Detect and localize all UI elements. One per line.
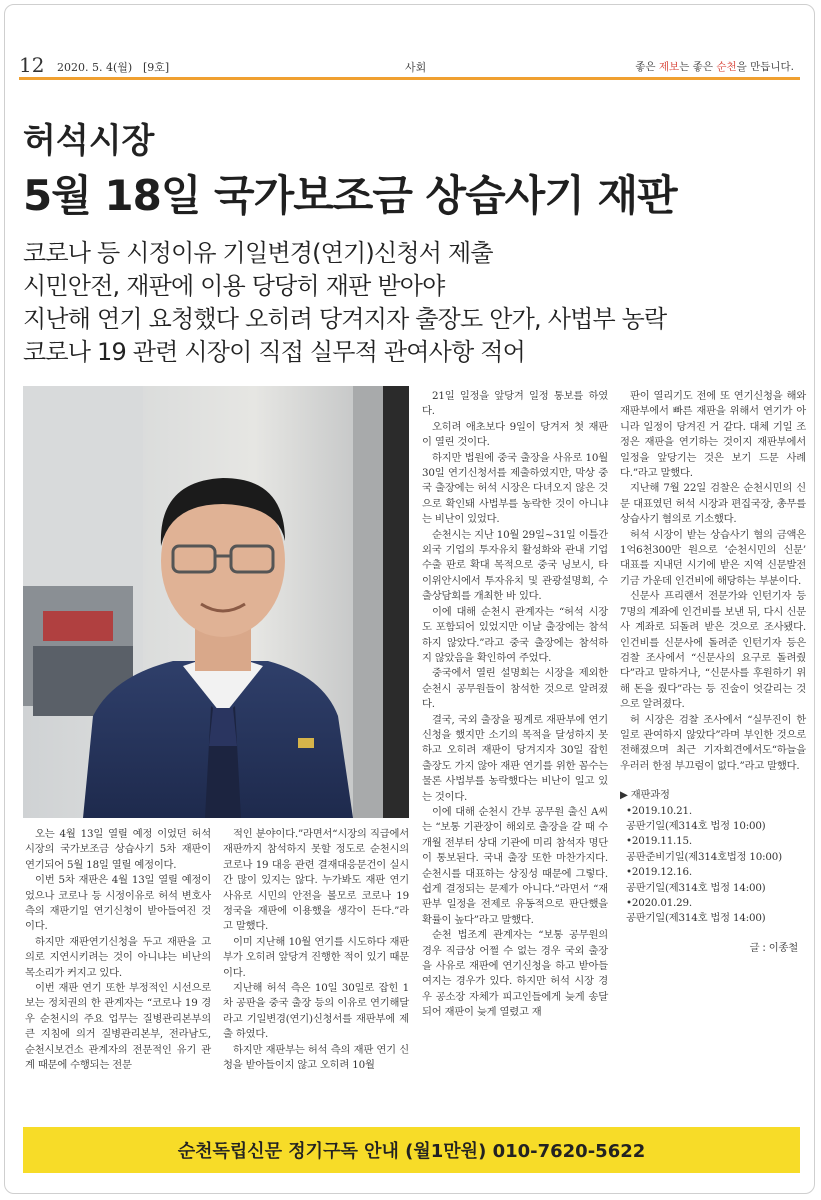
- trial-schedule: [620, 788, 806, 927]
- subheadlines: [23, 237, 666, 369]
- paragraph: 이미 지난해 10월 연기를 시도하다 재판부가 오히려 앞당겨 진행한 적이 있기 때문이다.: [223, 935, 409, 979]
- paragraph: 허 시장은 검찰 조사에서 “실무진이 한 일로 관여하지 않았다”라며 부인한 것으로 전해졌으며 최근 기자회견에서도“하늘을 우러러 한점 부끄럼이 없다.”라고 말했다.: [620, 713, 806, 772]
- paragraph: 순천 법조계 관계자는 “보통 공무원의 경우 직급상 어쩔 수 없는 경우 국외 출장을 사유로 재판에 연기신청을 하고 받아들여지는 경우가 있다. 하지만 허석 시장 경우 공소장 자체가 피고인들에게 늦게 송달되어 재판이 늦게 열렸고 재: [422, 929, 608, 1019]
- paragraph: 이번 5차 재판은 4월 13일 열릴 예정이었으나 코로나 등 시정이유로 허석 변호사측의 재판기일 연기신청이 받아들여진 것이다.: [25, 874, 211, 933]
- paragraph: 오히려 애초보다 9일이 당겨저 첫 재판이 열린 것이다.: [422, 420, 608, 449]
- paragraph: 적인 분야이다.”라면서“시장의 직급에서 재판까지 참석하지 못할 정도로 순천시의 코로나 19 대응 관련 결재대응문건이 실시간 많이 있지는 않다. 누가봐도 재판 연기 사유로 시민의 안전을 볼모로 코로나 19 정국을 재판에 이용했을 생각이 든다.”라고 말했다.: [223, 828, 409, 933]
- paragraph: 결국, 국외 출장을 핑계로 재판부에 연기신청을 했지만 소기의 목적을 달성하지 못하고 오히려 재판이 당겨지자 30일 잡힌 출장도 가지 않아 재판 연기를 위한 꼼수는 물론 사법부를 농락했다는 비난이 일고 있는 것이다.: [422, 713, 608, 803]
- subheadline: 시민안전, 재판에 이용 당당히 재판 받아야: [23, 272, 445, 300]
- byline: 글 : 이종철: [749, 941, 798, 954]
- paragraph: 21일 일정을 앞당겨 일정 통보를 하였다.: [422, 390, 608, 418]
- paragraph: 순천시는 지난 10월 29일~31일 이틀간 외국 기업의 투자유치 활성화와 관내 기업 수출 판로 확대 목적으로 중국 닝보시, 타이위안시에서 투자유치 및 관광설명회, 수출상담회를 개최한 바 있다.: [422, 528, 608, 603]
- schedule-title: ▶ 재판과정: [620, 789, 670, 802]
- header-divider: [19, 77, 800, 80]
- paragraph: 오는 4월 13일 열릴 예정 이었던 허석 시장의 국가보조금 상습사기 5차 재판이 연기되어 5월 18일 열릴 예정이다.: [25, 828, 211, 871]
- portrait-illustration: [23, 386, 409, 818]
- article-column-2: [223, 827, 409, 1074]
- article-kicker: 허석시장: [23, 121, 155, 161]
- page-number: 12: [19, 53, 45, 77]
- schedule-note: 공판기일(제314호 법정 14:00): [626, 912, 766, 925]
- issue-number: [9호]: [143, 61, 170, 74]
- section-name: 사회: [405, 61, 427, 74]
- paragraph: 이에 대해 순천시 관계자는 “허석 시장도 포함되어 있었지만 이날 출장에는 참석하지 않았다.”라고 중국 출장에는 참석하지 않았음을 확인하여 주었다.: [422, 605, 608, 664]
- subheadline: 지난해 연기 요청했다 오히려 당겨지자 출장도 안가, 사법부 농락: [23, 305, 667, 333]
- paragraph: 하지만 법원에 중국 출장을 사유로 10월 30일 연기신청서를 제출하였지만, 막상 중국 출장에는 허석 시장은 다녀오지 않은 것으로 확인돼 사법부를 농락한 것이 아니냐는 비난이 있었다.: [422, 451, 608, 526]
- newspaper-page: [4, 4, 815, 1194]
- schedule-date: •2019.12.16.: [626, 866, 692, 879]
- paragraph: 지난해 허석 측은 10일 30일로 잡힌 1차 공판을 중국 출장 등의 이유로 연기해달라고 기일변경(연기)신청서를 재판부에 제출 하였다.: [223, 982, 409, 1041]
- issue-date: 2020. 5. 4(월): [57, 61, 133, 74]
- schedule-note: 공판기일(제314호 법정 14:00): [626, 881, 766, 894]
- paragraph: 하지만 재판부는 허석 측의 재판 연기 신청을 받아들이지 않고 오히려 10월: [223, 1043, 409, 1072]
- article-column-1: [25, 827, 211, 1074]
- schedule-date: •2019.11.15.: [626, 835, 692, 848]
- article-headline: 5월 18일 국가보조금 상습사기 재판: [23, 171, 677, 220]
- schedule-date: •2020.01.29.: [626, 897, 692, 909]
- schedule-note: 공판기일(제314호 법정 10:00): [626, 819, 766, 832]
- article-column-3: [422, 389, 608, 1021]
- paragraph: 중국에서 열린 설명회는 시장을 제외한 순천시 공무원들이 참석한 것으로 알려졌다.: [422, 667, 608, 711]
- article-photo: [23, 386, 409, 818]
- subscription-banner: 순천독립신문 정기구독 안내 (월1만원) 010-7620-5622: [23, 1127, 800, 1173]
- paragraph: 판이 열리기도 전에 또 연기신청을 해와 재판부에서 빠른 재판을 위해서 연기가 아니라 일정이 당겨진 거 같다. 대체 기일 조정은 재판을 연기하는 것이지 재판부에서 일정을 앞당기는 것은 보기 드문 사례다.”라고 말했다.: [620, 390, 806, 480]
- paragraph: 신문사 프리랜서 전문가와 인턴기자 등 7명의 계좌에 인건비를 보낸 뒤, 다시 신문사 계좌로 되돌려 받은 것으로 조사됐다. 인건비를 신문사에 돌려준 인턴기자 등은 검찰 조사에서 “신문사의 요구로 돌려줬다”라고 말하거나, “신문사를 후원하기 위해 돈을 줬다”라는 등 진술이 엇갈리는 것으로 알려졌다.: [620, 590, 806, 711]
- paragraph: 허석 시장이 받는 상습사기 혐의 금액은 1억6천300만 원으로 ‘순천시민의 신문’ 대표를 지내던 시기에 받은 지역 신문발전기금 가운데 인건비에 해당하는 부분이다.: [620, 528, 806, 587]
- paragraph: 이에 대해 순천시 간부 공무원 출신 A씨는 “보통 기관장이 해외로 출장을 갈 때 수개월 전부터 상대 기관에 미리 참석자 명단이 통보된다. 국내 출장 또한 마찬가지다. 순천시를 대표하는 상징성 때문에 그렇다. 쉽게 결정되는 문제가 아니다.”라면서 “재판부 일정을 전제로 유동적으로 판단했을 확률이 높다”라고 말했다.: [422, 805, 608, 926]
- schedule-date: •2019.10.21.: [626, 804, 692, 817]
- subheadline: 코로나 등 시정이유 기일변경(연기)신청서 제출: [23, 239, 493, 267]
- subheadline: 코로나 19 관련 시장이 직접 실무적 관여사항 적어: [23, 338, 526, 366]
- header-slogan: 좋은 제보는 좋은 순천을 만듭니다.: [635, 61, 794, 73]
- paragraph: 하지만 재판연기신청을 두고 재판을 고의로 지연시키려는 것이 아니냐는 비난의 목소리가 커지고 있다.: [25, 935, 211, 979]
- paragraph: 이번 재판 연기 또한 부정적인 시선으로 보는 정치권의 한 관계자는 “코로나 19 경우 순천시의 주요 업무는 질병관리본부의 큰 지침에 의거 질병관리본부, 전라남도, 순천시보건소 관계자의 전문적인 유기 관계 때문에 수행되는 전문: [25, 982, 211, 1072]
- paragraph: 지난해 7월 22일 검찰은 순천시민의 신문 대표였던 허석 시장과 편집국장, 총무를 상습사기 혐의로 기소했다.: [620, 482, 806, 526]
- article-column-4: [620, 389, 806, 956]
- schedule-note: 공판준비기일(제314호법정 10:00): [626, 850, 782, 863]
